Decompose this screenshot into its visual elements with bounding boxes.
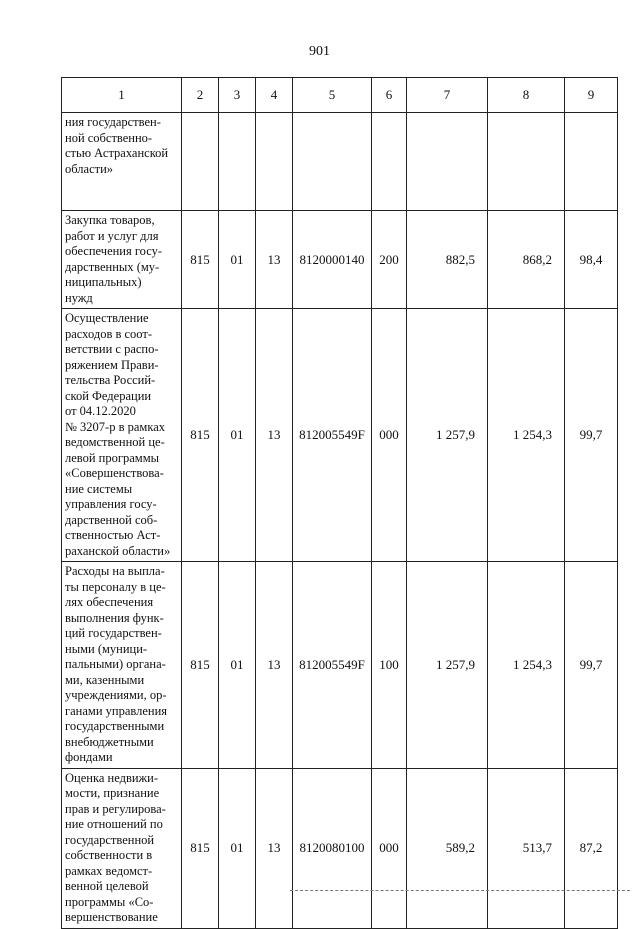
cell-section: 01 [219, 309, 256, 562]
cell-expense-type: 000 [372, 768, 407, 928]
budget-table [61, 77, 618, 929]
column-header: 4 [256, 78, 293, 113]
table-row [62, 113, 618, 211]
cell-target-article: 812005549F [293, 309, 372, 562]
row-description: Оценка недвижи- мости, признание прав и регулирова- ние отношений по государственной собственности в рамках ведомст- венной целевой программы «Со- вершенствование [62, 768, 182, 928]
cell-percent: 87,2 [565, 768, 618, 928]
column-header: 5 [293, 78, 372, 113]
column-header: 1 [62, 78, 182, 113]
row-description: ния государствен- ной собственно- стью Астраханской области» [62, 113, 182, 211]
cell-percent: 99,7 [565, 309, 618, 562]
cell-value-8 [488, 113, 565, 211]
column-header: 7 [407, 78, 488, 113]
row-description: Закупка товаров, работ и услуг для обеспечения госу- дарственных (му- ниципальных) нужд [62, 211, 182, 309]
cell-target-article: 8120080100 [293, 768, 372, 928]
cell-subsection: 13 [256, 562, 293, 769]
table-row [62, 211, 618, 309]
cell-subsection: 13 [256, 211, 293, 309]
cell-subsection: 13 [256, 768, 293, 928]
cell-target-article: 8120000140 [293, 211, 372, 309]
cell-value-7 [407, 113, 488, 211]
cell-section [219, 113, 256, 211]
cell-value-8: 1 254,3 [488, 309, 565, 562]
row-description: Расходы на выпла- ты персоналу в це- лях обеспечения выполнения функ- ций государствен- ными (муници- пальными) органа- ми, казенными учреждениями, ор- ганами управления государственными внебюджетными фондами [62, 562, 182, 769]
cell-target-article: 812005549F [293, 562, 372, 769]
column-header: 9 [565, 78, 618, 113]
cell-section: 01 [219, 768, 256, 928]
cell-subsection [256, 113, 293, 211]
cell-section: 01 [219, 562, 256, 769]
column-header: 8 [488, 78, 565, 113]
cell-expense-type: 000 [372, 309, 407, 562]
cell-percent: 99,7 [565, 562, 618, 769]
column-header: 3 [219, 78, 256, 113]
row-description: Осуществление расходов в соот- ветствии с распо- ряжением Прави- тельства Россий- ской Федерации от 04.12.2020 № 3207-р в рамках ведомственной це- левой программы «Совершенствова- ние системы управления госу- дарственной соб- ственностью Аст- раханской области» [62, 309, 182, 562]
table-row [62, 309, 618, 562]
cell-value-7: 882,5 [407, 211, 488, 309]
table-row [62, 768, 618, 928]
cell-admin-code: 815 [182, 768, 219, 928]
cell-value-8: 868,2 [488, 211, 565, 309]
page-number: 901 [309, 44, 330, 59]
column-header: 2 [182, 78, 219, 113]
cell-value-8: 513,7 [488, 768, 565, 928]
cell-expense-type: 200 [372, 211, 407, 309]
cell-admin-code [182, 113, 219, 211]
column-header: 6 [372, 78, 407, 113]
cell-percent [565, 113, 618, 211]
cell-value-7: 1 257,9 [407, 309, 488, 562]
table-row [62, 562, 618, 769]
cell-value-7: 589,2 [407, 768, 488, 928]
cell-expense-type [372, 113, 407, 211]
cell-value-7: 1 257,9 [407, 562, 488, 769]
cell-expense-type: 100 [372, 562, 407, 769]
cell-admin-code: 815 [182, 309, 219, 562]
footer-divider [290, 890, 630, 891]
cell-subsection: 13 [256, 309, 293, 562]
cell-admin-code: 815 [182, 211, 219, 309]
header-row [62, 78, 618, 113]
cell-value-8: 1 254,3 [488, 562, 565, 769]
cell-section: 01 [219, 211, 256, 309]
cell-percent: 98,4 [565, 211, 618, 309]
cell-target-article [293, 113, 372, 211]
cell-admin-code: 815 [182, 562, 219, 769]
